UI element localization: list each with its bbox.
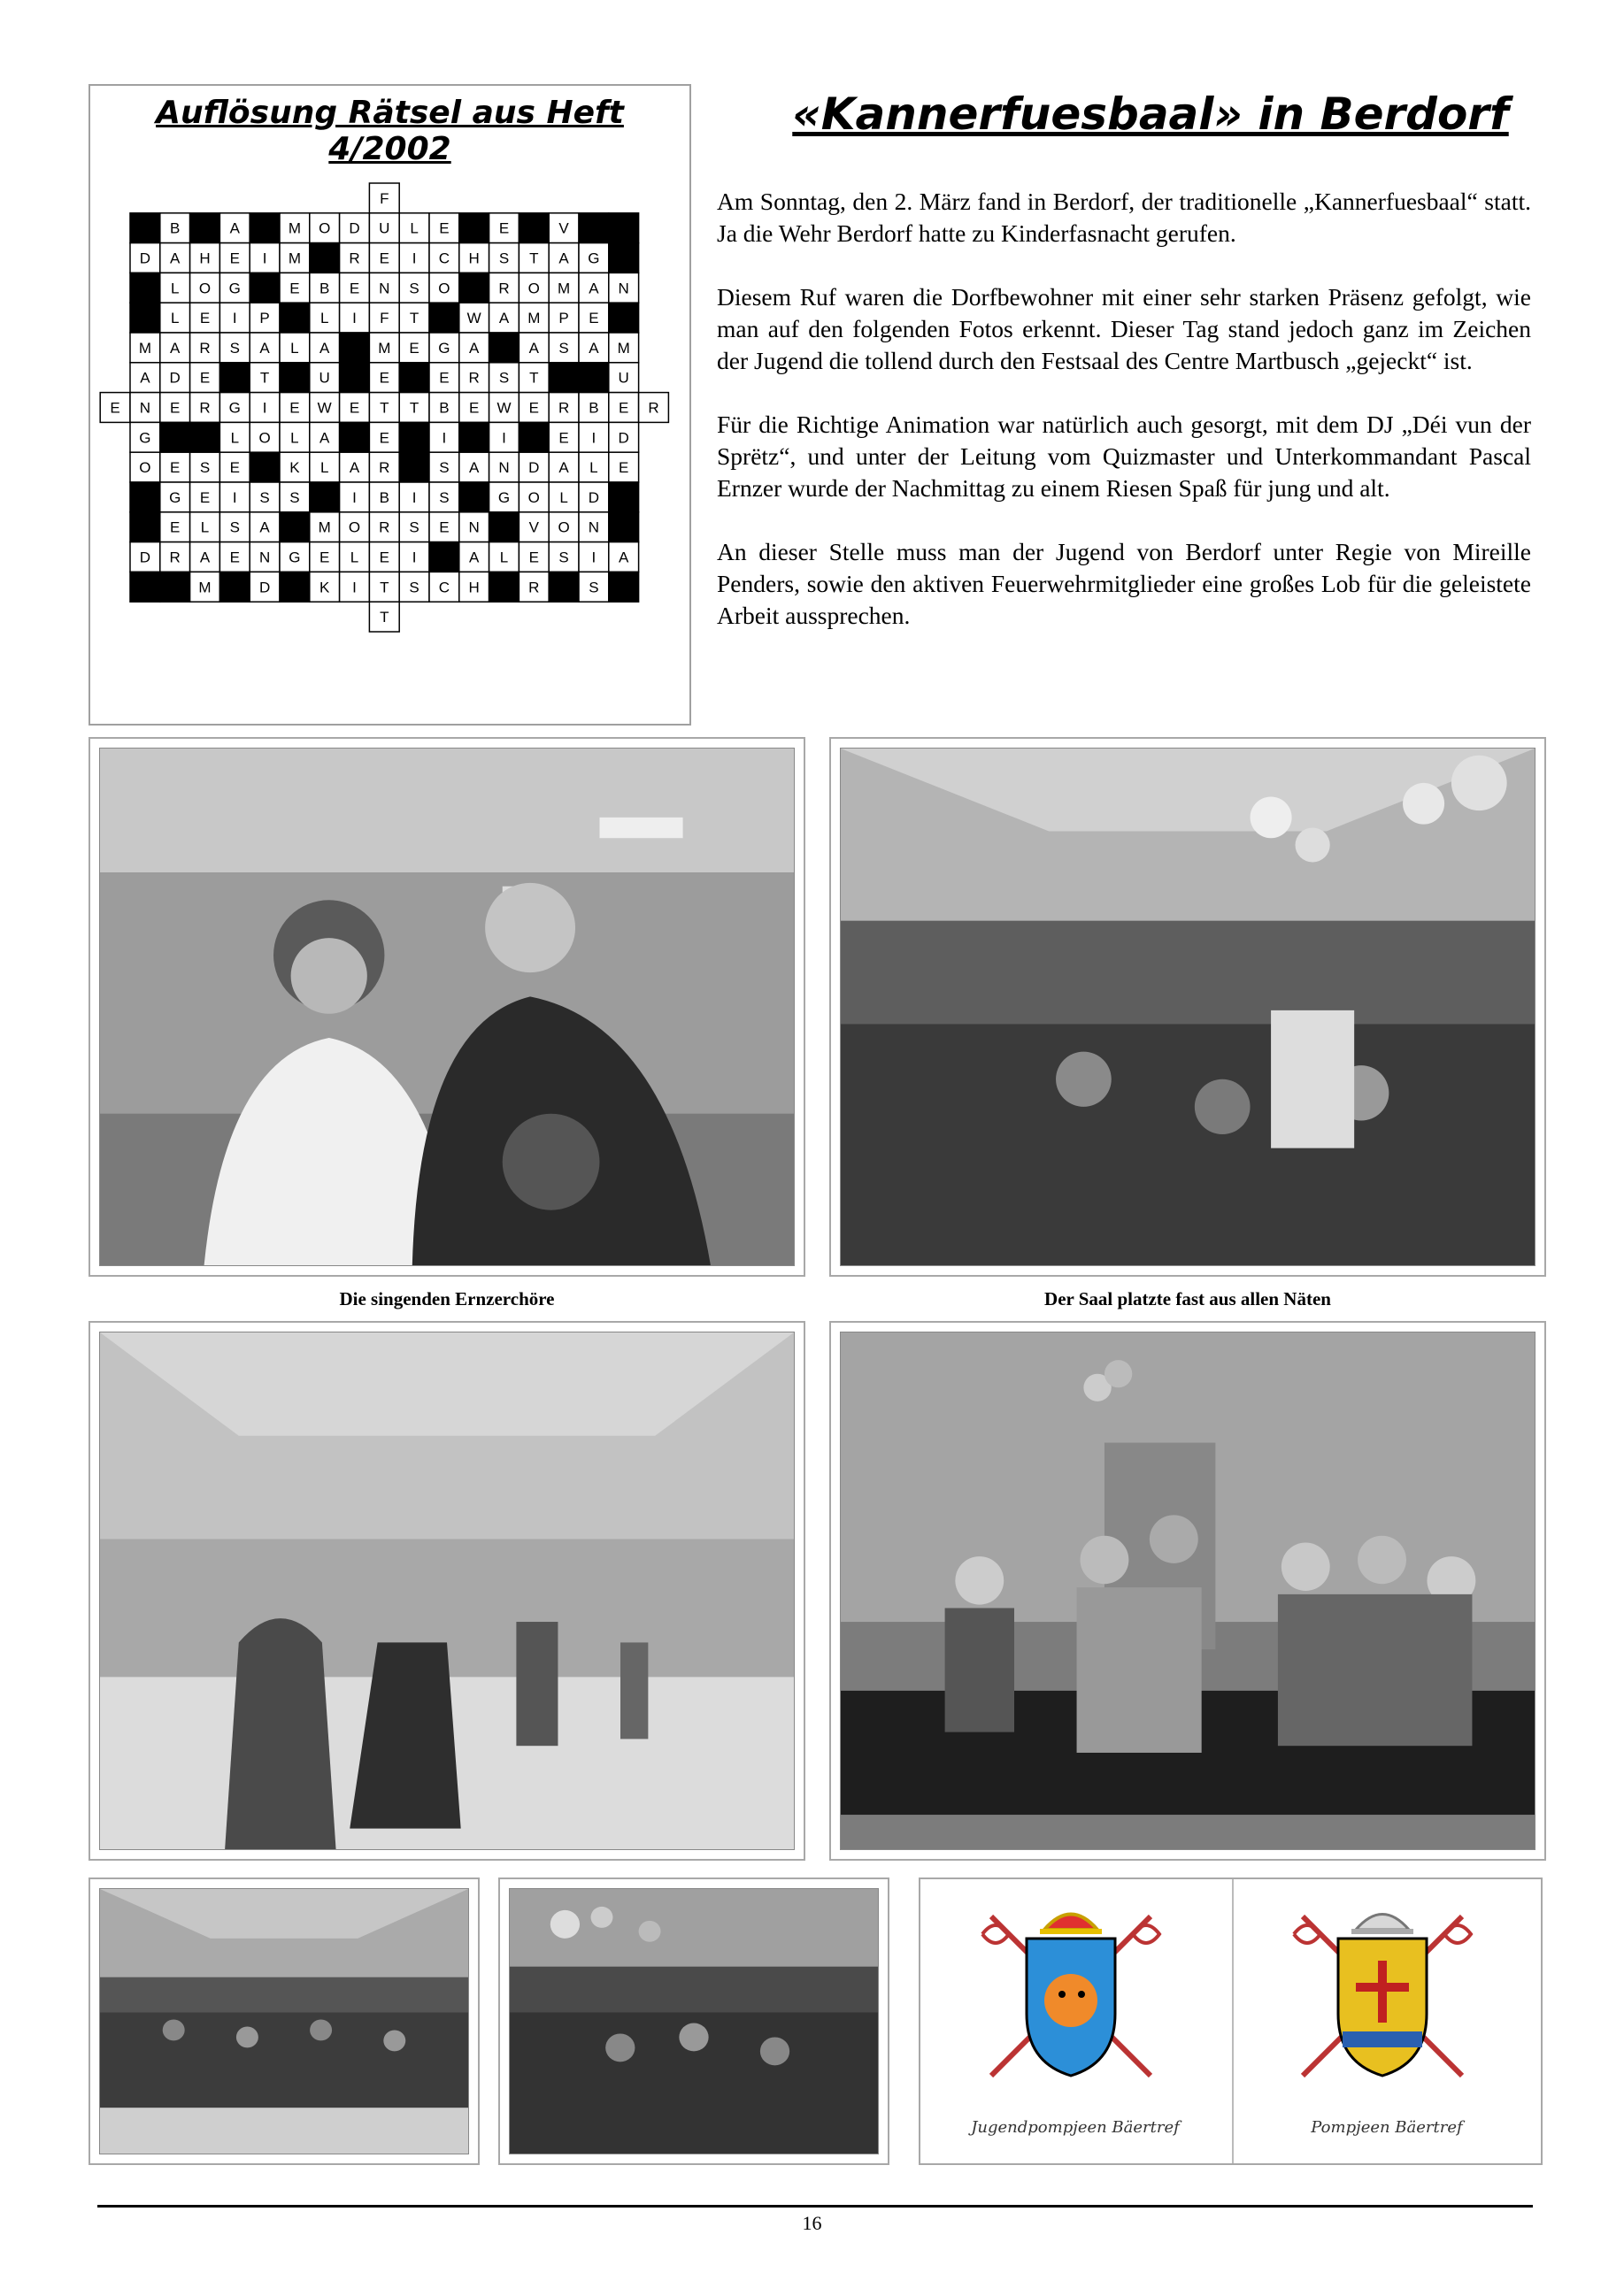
crossword-letter: C [438,579,450,596]
crossword-letter: E [379,250,389,267]
photo-frame-costumes [89,1321,805,1861]
crossword-letter: O [139,459,151,477]
crossword-letter: N [468,518,480,536]
crossword-letter: S [409,518,419,536]
crossword-letter: F [380,189,389,207]
crossword-letter: I [232,310,237,327]
crossword-letter: G [289,549,301,566]
crossword-letter: R [528,579,540,596]
crossword-black-cell [340,333,370,363]
crossword-letter: L [559,488,568,506]
crossword-letter: E [409,339,419,357]
article-title: «Kannerfuesbaal» in Berdorf [792,88,1509,140]
crossword-letter: B [589,399,599,417]
logo-caption-left: Jugendpompjeen Bäertref [971,2118,1180,2137]
crossword-letter: I [442,429,447,447]
crossword-letter: A [319,339,330,357]
crossword-letter: R [468,369,480,387]
crossword-letter: E [619,399,629,417]
crossword-letter: L [410,219,419,237]
crossword-letter: B [439,399,450,417]
crossword-letter: S [589,579,599,596]
crossword-letter: S [558,549,569,566]
crossword-letter: A [469,339,480,357]
crossword-letter: E [469,399,480,417]
crossword-letter: O [527,488,540,506]
article-paragraph: Diesem Ruf waren die Dorfbewohner mit einer sehr starken Präsenz gefolgt, wie man auf den folgenden Fotos erkennt. Dieser Tag stand jedoch ganz im Zeichen der Jugend die tollend durch den Festsaal des Centre Martbusch „gejeckt“ ist. [717,283,1531,374]
crossword-letter: D [528,459,540,477]
crossword-letter: D [349,219,360,237]
crossword-black-cell [250,213,280,243]
crossword-black-cell [459,213,489,243]
crossword-letter: P [259,310,270,327]
photo-hall [840,748,1535,1266]
crossword-letter: L [499,549,509,566]
logos-frame [919,1877,1543,2165]
crossword-letter: A [349,459,360,477]
crossword-black-cell [280,363,310,393]
photo-frame-hall [829,737,1546,1277]
crossword-letter: A [170,250,181,267]
crossword-letter: E [379,549,389,566]
crossword-letter: U [319,369,330,387]
crossword-letter: E [379,429,389,447]
crossword-grid [90,86,693,727]
photo-singers [99,748,795,1266]
crossword-letter: E [349,399,360,417]
crossword-letter: G [139,429,151,447]
crossword-letter: L [589,459,598,477]
crossword-letter: E [229,549,240,566]
crossword-black-cell [250,273,280,303]
photo-frame-crowd-1 [89,1877,480,2165]
crossword-black-cell [459,273,489,303]
crossword-letter: S [558,339,569,357]
crossword-letter: N [498,459,510,477]
crossword-letter: E [110,399,120,417]
crossword-letter: T [380,399,389,417]
crossword-letter: H [468,250,480,267]
crossword-black-cell [609,512,639,542]
crossword-letter: L [319,459,329,477]
crossword-letter: D [169,369,181,387]
photo-crowd-1 [99,1888,469,2154]
crossword-letter: I [262,399,267,417]
crossword-letter: T [380,579,389,596]
crossword-black-cell [219,363,250,393]
crossword-black-cell [160,422,190,452]
crossword-letter: G [588,250,600,267]
crossword-letter: K [319,579,330,596]
crossword-black-cell [130,482,160,512]
crossword-letter: I [412,488,417,506]
crossword-black-cell [609,213,639,243]
crossword-letter: S [409,579,419,596]
crossword-letter: D [618,429,629,447]
crossword-letter: A [589,339,599,357]
crossword-letter: G [497,488,511,506]
crossword-black-cell [609,243,639,273]
crossword-letter: A [259,518,270,536]
crossword-letter: S [439,459,450,477]
crossword-black-cell [429,303,459,333]
crossword-letter: A [469,459,480,477]
crossword-black-cell [130,273,160,303]
crossword-black-cell [399,422,429,452]
photo-crowd-2 [509,1888,879,2154]
article-paragraph: An dieser Stelle muss man der Jugend von Berdorf unter Regie von Mireille Penders, sowie den aktiven Feuerwehrmitglieder eine großes Lob für die geleistete Arbeit aussprechen. [717,538,1531,629]
crossword-letter: O [319,219,331,237]
crossword-black-cell [280,303,310,333]
crossword-letter: L [170,280,180,297]
crossword-letter: A [619,549,629,566]
crossword-letter: R [498,280,510,297]
crossword-solution-box [89,84,691,726]
crossword-letter: S [259,488,270,506]
crossword-letter: L [290,429,299,447]
crossword-title: Auflösung Rätsel aus Heft 4/2002 [156,95,624,167]
crossword-black-cell [459,482,489,512]
crossword-letter: L [200,518,210,536]
crossword-black-cell [399,363,429,393]
crossword-letter: M [288,250,301,267]
crossword-letter: A [589,280,599,297]
crossword-black-cell [130,572,160,602]
crossword-black-cell [609,572,639,602]
crossword-letter: M [198,579,212,596]
crossword-letter: N [588,518,600,536]
crossword-letter: V [558,219,569,237]
footer-rule [97,2205,1533,2208]
crossword-black-cell [310,243,340,273]
crossword-letter: T [409,399,419,417]
crossword-letter: S [498,369,510,387]
photo-frame-children [829,1321,1546,1861]
crossword-letter: R [199,339,211,357]
crossword-letter: O [438,280,450,297]
article-paragraph: Am Sonntag, den 2. März fand in Berdorf, der traditionelle „Kannerfuesbaal“ statt. Ja die Wehr Berdorf hatte zu Kinderfasnacht gerufen. [717,188,1531,247]
crossword-letter: E [439,369,450,387]
crossword-letter: A [469,549,480,566]
crossword-letter: O [258,429,271,447]
article-paragraph: Für die Richtige Animation war natürlich auch gesorgt, mit dem DJ „Déi vun der Sprëtz“, und unter der Leitung vom Quizmaster und Unterkommandant Pascal Ernzer wurde der Nachmittag zu einem Riesen Spaß für jung und alt. [717,411,1531,502]
crossword-letter: T [529,250,539,267]
crossword-letter: L [350,549,359,566]
crossword-letter: R [648,399,659,417]
crossword-letter: A [558,250,569,267]
crossword-black-cell [130,512,160,542]
crossword-letter: I [232,488,237,506]
crossword-letter: W [466,310,481,327]
crossword-black-cell [489,333,520,363]
crossword-letter: S [229,339,240,357]
crossword-black-cell [280,512,310,542]
caption-hall: Der Saal platzte fast aus allen Näten [1044,1288,1331,1309]
crossword-letter: M [558,280,571,297]
crossword-black-cell [190,213,220,243]
logos-divider [1232,1879,1234,2163]
crossword-black-cell [519,213,549,243]
jugendpompjeen-crest-icon [974,1899,1168,2102]
crossword-letter: K [289,459,300,477]
crossword-letter: E [379,369,389,387]
crossword-letter: O [558,518,570,536]
crossword-letter: E [289,280,300,297]
crossword-letter: I [262,250,267,267]
pompjeen-crest-icon [1285,1899,1480,2102]
crossword-letter: E [528,399,539,417]
crossword-letter: S [229,518,240,536]
crossword-letter: M [288,219,301,237]
crossword-black-cell [280,572,310,602]
crossword-black-cell [340,422,370,452]
crossword-letter: E [589,310,599,327]
crossword-black-cell [250,452,280,482]
crossword-letter: O [527,280,540,297]
crossword-letter: E [619,459,629,477]
crossword-letter: A [259,339,270,357]
crossword-letter: S [498,250,510,267]
crossword-letter: A [140,369,150,387]
crossword-letter: W [496,399,512,417]
crossword-letter: N [618,280,629,297]
caption-singers: Die singenden Ernzerchöre [339,1288,555,1309]
crossword-letter: W [317,399,332,417]
crossword-letter: E [498,219,510,237]
crossword-letter: D [588,488,600,506]
crossword-letter: F [380,310,389,327]
crossword-letter: E [170,399,181,417]
crossword-letter: D [258,579,271,596]
crossword-letter: E [170,459,181,477]
crossword-letter: M [617,339,630,357]
crossword-letter: B [170,219,181,237]
crossword-letter: L [230,429,240,447]
crossword-letter: N [379,280,390,297]
crossword-letter: G [169,488,181,506]
crossword-letter: A [558,459,569,477]
crossword-black-cell [310,482,340,512]
crossword-letter: H [199,250,211,267]
crossword-letter: V [528,518,539,536]
crossword-letter: E [170,518,181,536]
crossword-letter: G [438,339,450,357]
crossword-letter: G [228,280,241,297]
photo-costumes [99,1332,795,1850]
crossword-letter: O [348,518,361,536]
crossword-letter: E [199,369,211,387]
crossword-letter: O [198,280,212,297]
crossword-letter: B [319,280,330,297]
crossword-letter: I [412,250,417,267]
crossword-letter: D [139,250,151,267]
crossword-black-cell [609,303,639,333]
crossword-letter: I [412,549,417,566]
crossword-black-cell [489,572,520,602]
crossword-black-cell [219,572,250,602]
crossword-letter: R [558,399,570,417]
crossword-letter: T [380,609,389,626]
crossword-black-cell [340,363,370,393]
crossword-letter: S [439,488,450,506]
crossword-letter: E [199,310,211,327]
crossword-letter: E [349,280,360,297]
crossword-black-cell [160,572,190,602]
crossword-letter: I [352,310,357,327]
crossword-letter: S [199,459,211,477]
crossword-letter: B [379,488,389,506]
crossword-letter: I [352,488,357,506]
page-number: 16 [802,2212,822,2234]
crossword-letter: T [529,369,539,387]
crossword-letter: U [379,219,390,237]
crossword-letter: I [591,549,596,566]
crossword-letter: E [528,549,539,566]
crossword-letter: E [319,549,330,566]
crossword-letter: I [352,579,357,596]
crossword-letter: S [409,280,419,297]
crossword-letter: E [439,219,450,237]
crossword-letter: E [289,399,300,417]
crossword-letter: C [438,250,450,267]
crossword-letter: L [170,310,180,327]
crossword-letter: M [527,310,541,327]
crossword-black-cell [429,542,459,572]
crossword-letter: L [319,310,329,327]
crossword-letter: R [379,459,390,477]
crossword-letter: E [199,488,211,506]
crossword-black-cell [190,422,220,452]
photo-frame-singers [89,737,805,1277]
crossword-letter: N [139,399,151,417]
crossword-letter: E [558,429,569,447]
crossword-letter: G [228,399,241,417]
crossword-black-cell [130,213,160,243]
crossword-letter: E [229,250,240,267]
logo-caption-right: Pompjeen Bäertref [1311,2118,1463,2137]
photo-children [840,1332,1535,1850]
article-body [717,186,1531,664]
crossword-letter: T [259,369,270,387]
crossword-black-cell [609,482,639,512]
crossword-letter: R [349,250,360,267]
crossword-letter: I [502,429,506,447]
crossword-letter: A [199,549,211,566]
crossword-black-cell [459,422,489,452]
crossword-letter: D [139,549,151,566]
crossword-letter: A [170,339,181,357]
crossword-black-cell [549,572,579,602]
crossword-letter: T [409,310,419,327]
crossword-letter: M [138,339,151,357]
crossword-black-cell [399,452,429,482]
crossword-black-cell [579,363,609,393]
crossword-letter: P [558,310,569,327]
crossword-letter: U [618,369,629,387]
crossword-letter: E [229,459,240,477]
crossword-black-cell [519,422,549,452]
crossword-black-cell [549,363,579,393]
crossword-black-cell [579,213,609,243]
crossword-letter: H [468,579,480,596]
crossword-letter: A [229,219,240,237]
crossword-letter: R [379,518,390,536]
crossword-letter: R [199,399,211,417]
photo-frame-crowd-2 [498,1877,889,2165]
crossword-letter: A [498,310,510,327]
crossword-letter: N [258,549,271,566]
crossword-letter: A [319,429,330,447]
crossword-letter: M [318,518,331,536]
crossword-letter: L [290,339,299,357]
crossword-black-cell [489,512,520,542]
crossword-letter: S [289,488,300,506]
crossword-black-cell [130,303,160,333]
crossword-letter: E [439,518,450,536]
crossword-letter: I [591,429,596,447]
crossword-letter: R [169,549,181,566]
crossword-letter: M [378,339,391,357]
crossword-letter: A [528,339,539,357]
